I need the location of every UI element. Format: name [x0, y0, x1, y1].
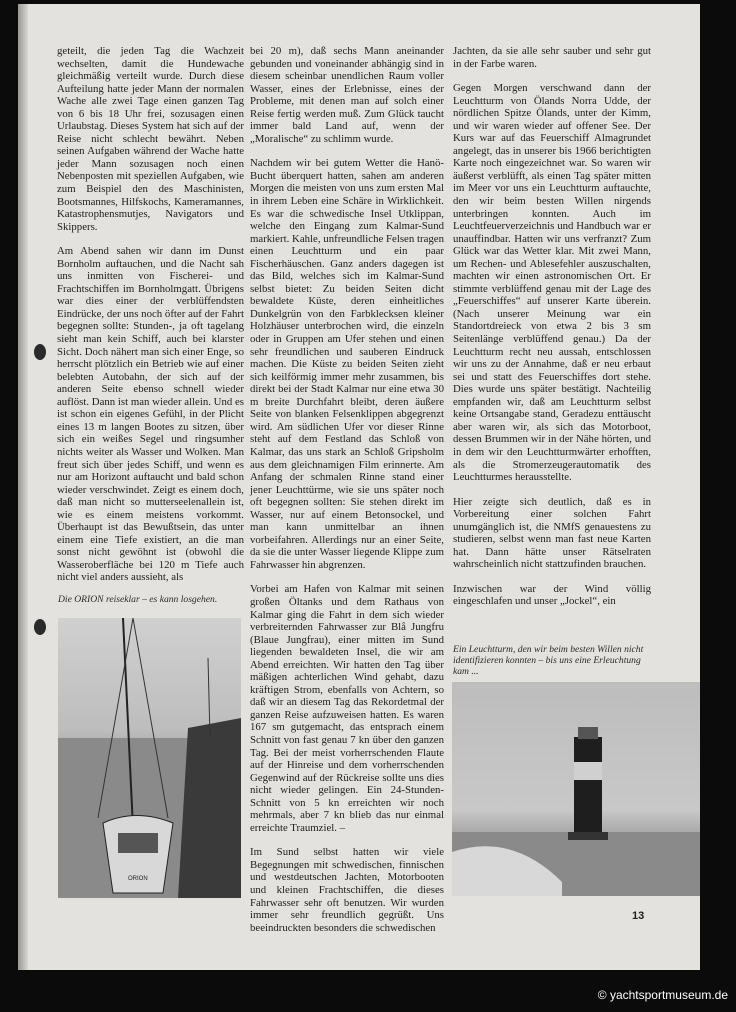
paragraph: Vorbei am Hafen von Kalmar mit seinen großen Öltanks und dem Rathaus von Kalmar ging die Fahrt in dem sich wieder verbreiternden Fahrwasser zur Blå Jungfru (Blaue Jungfrau), einer mitten im Sund liegenden bewaldeten Insel, die wir am Abend erreichten. Wir hatten den Tag über mäßigen achterlichen Wind gehabt, dazu kräftigen Strom, ebenfalls von Achtern, so daß wir an diesem Tag das Rekordetmal der ganzen Reise aufzuweisen hatten. Es waren 167 sm gutgemacht, das entsprach einem Schnitt von fast genau 7 kn über den ganzen Tag. Bei der meist vorherrschenden Flaute auf der Hinreise und dem vorherrschenden Gegenwind auf der Rückreise sollte uns dies nicht wieder gelingen. Ein 24-Stunden-Schnitt von 5 kn erreichten wir noch mehrmals, aber 7 kn blieb das nur einmal erreichte Traumziel. –	[250, 583, 444, 834]
paragraph: Jachten, da sie alle sehr sauber und sehr gut in der Farbe waren.	[453, 45, 651, 70]
text-column-3	[453, 45, 651, 620]
photo-orion-yacht	[58, 618, 241, 898]
page-binding-edge	[18, 4, 28, 970]
text-column-1	[57, 45, 244, 596]
punch-hole	[34, 344, 46, 360]
text-column-2	[250, 45, 444, 946]
paragraph: Inzwischen war der Wind völlig eingeschlafen und unser „Jockel“, ein	[453, 582, 651, 608]
page-number: 13	[632, 910, 645, 922]
punch-hole	[34, 619, 46, 635]
paragraph: geteilt, die jeden Tag die Wachzeit wechselten, damit die Hundewache gleichmäßig verteilt wurde. Durch diese Aufteilung hatte jeder Mann der normalen Wache alle zwei Tage einen ganzen Tag von 6 bis 18 Uhr frei, sozusagen einen Urlaubstag. Dieses System hat sich auf der Reise nicht schlecht bewährt. Neben seinen Aufgaben während der Wache hatte jeder Mann sozusagen noch einen Nebenposten mit speziellen Aufgaben, wie zum Beispiel den des Maschinisten, Bootsmannes, Hilfskochs, Kameramannes, Katastrophensmutjes, Navigators und Skippers.	[57, 45, 244, 233]
magazine-page	[18, 4, 700, 970]
lighthouse-illustration	[452, 682, 700, 896]
paragraph: Am Abend sahen wir dann im Dunst Bornholm auftauchen, und die Nacht sah uns inmitten von Fischerei- und Frachtschiffen im Bornholmgatt. Übrigens war dies einer der verblüffendsten Eindrücke, der uns noch öfter auf der Fahrt begegnen sollte: Stunden-, ja oft tagelang sieht man kein Schiff, auch bei klarster Sicht. Doch nähert man sich einer Enge, so herrscht plötzlich ein Betrieb wie auf einer belebten Autobahn, der sich auf der anderen Seite ebenso schnell wieder auflöst. Dann ist man wieder allein. Und es ist schon ein eigenes Gefühl, in der Plicht eines 13 m langen Bootes zu sitzen, über sich ein weißes Segel und ringsumher nichts weiter als Wasser und Wolken. Man freut sich über jedes Schiff, und wenn es nur am Horizont auftaucht und bald schon wieder verschwindet. Zeigt es einem doch, daß man nicht so mutterseelenallein ist, wie es einem meistens vorkommt. Überhaupt ist das Bewußtsein, das unter einem eine Tiefe existiert, an die man sonst nicht gewöhnt ist (obwohl die Wasseroberfläche bei 120 m Tiefe auch nicht viel anders aussieht, als	[57, 245, 244, 584]
boat-name-label: ORION	[128, 876, 148, 882]
paragraph: Nachdem wir bei gutem Wetter die Hanö-Bucht überquert hatten, sahen am anderen Morgen die meisten von uns zum ersten Mal in ihrem Leben eine Schäre in Wirklichkeit. Es war die schwedische Insel Utklippan, welche den Eingang zum Kalmar-Sund markiert. Kahle, unfreundliche Felsen tragen einen Leuchtturm und ein paar Fischerhäuschen. Ganz anders dagegen ist das Bild, welches sich im Kalmar-Sund selbst bietet: Zu beiden Seiten dicht bewaldete Küste, deren einheitliches Dunkelgrün von den Farbklecksen kleiner Holzhäuser unterbrochen wird, die einzeln oder in Gruppen am Ufer stehen und einen sehr freundlichen und sauberen Eindruck machen. Die Küste zu beiden Seiten zieht sich keilförmig immer mehr zusammen, bis direkt bei der Stadt Kalmar nur eine etwa 30 m breite Durchfahrt bleibt, deren äußere Seite von blanken Felsenklippen abgegrenzt wird. Am südlichen Ufer vor dieser Rinne steht auf dem Festland das Schloß von Kalmar, das uns stark an Schloß Gripsholm aus dem gleichnamigen Film erinnerte. Am Anfang der schmalen Rinne stand einer jener Leuchttürme, wie sie uns später noch oft begegnen sollten: Sie stehen direkt im Wasser, nur auf einem Betonsockel, und man kann unmittelbar an ihnen vorbeifahren. Allerdings nur an einer Seite, da sie die unter Wasser liegende Klippe zum Fahrwasser hin abgrenzen.	[250, 157, 444, 571]
paragraph: Hier zeigte sich deutlich, daß es in Vorbereitung einer solchen Fahrt unumgänglich ist, die NMfS genauestens zu studieren, selbst wenn man fast neue Karten hat. Dann hätte unser Rätselraten wahrscheinlich nicht stattzufinden brauchen.	[453, 495, 651, 571]
paragraph: bei 20 m), daß sechs Mann aneinander gebunden und voneinander abhängig sind in diesem scheinbar unendlichen Raum voller Wasser, eines der Erlebnisse, eines der Probleme, mit denen man auf solch einer Reise fertig werden muß. Zum Glück taucht immer bald Land auf, wenn der „Moralische“ zu schlimm wurde.	[250, 45, 444, 145]
photo-caption-orion: Die ORION reiseklar – es kann losgehen.	[58, 594, 218, 605]
yacht-illustration	[58, 618, 241, 898]
photo-lighthouse	[452, 682, 700, 896]
photo-caption-lighthouse: Ein Leuchtturm, den wir beim besten Willen nicht identifizieren konnten – bis uns eine Erleuchtung kam ...	[453, 644, 644, 677]
paragraph: Gegen Morgen verschwand dann der Leuchtturm von Ölands Norra Udde, der nördlichen Spitze Ölands, unter der Kimm, und wir waren wieder auf offener See. Der Kurs war auf das Feuerschiff Almagrundet angelegt, das in unserer bis 1966 berichtigten Karte noch eingezeichnet war. So waren wir äußerst verblüfft, als einen Tag später mitten im Meer vor uns ein Leuchtturm auftauchte, den wir beim besten Willen nirgends unterbringen konnten. Auch im Leuchtfeuerverzeichnis und Handbuch war er unauffindbar. Hatten wir uns verfranzt? Zum Glück war das Wetter klar. Mit zwei Mann, um Rechen- und Ablesefehler auszuschalten, machten wir einen astronomischen Ort. Er stimmte verblüffend genau mit der Lage des „Feuerschiffes“ auf unserer Karte überein. (Nach unserer Meinung war ein Standortdreieck von etwa 2 bis 3 sm Seitenlänge verblüffend genau.) Da der Leuchtturm recht neu aussah, entschlossen wir uns zu der Annahme, daß er neu erbaut sei und statt des Feuerschiffes dort stehe. Dies wurde uns später bestätigt. Nachteilig empfanden wir, daß am Leuchtturm selbst keine Ortsangabe stand, Geradezu enttäuscht aber waren wir, als sich das Motorboot, dessen Brummen wir in der Nähe hörten, und in dem wir den Leuchtturmwärter erhofften, als die Stromerzeugerautomatik des Leuchtturmes herausstellte.	[453, 82, 651, 484]
watermark: © yachtsportmuseum.de	[597, 988, 728, 1002]
paragraph: Im Sund selbst hatten wir viele Begegnungen mit schwedischen, finnischen und westdeutschen Jachten, Motorbooten und kleinen Frachtschiffen, die dieses Fahrwasser sehr oft benutzen. Wir wurden immer sehr freundlich gegrüßt. Uns beeindruckten besonders die schwedischen	[250, 846, 444, 934]
